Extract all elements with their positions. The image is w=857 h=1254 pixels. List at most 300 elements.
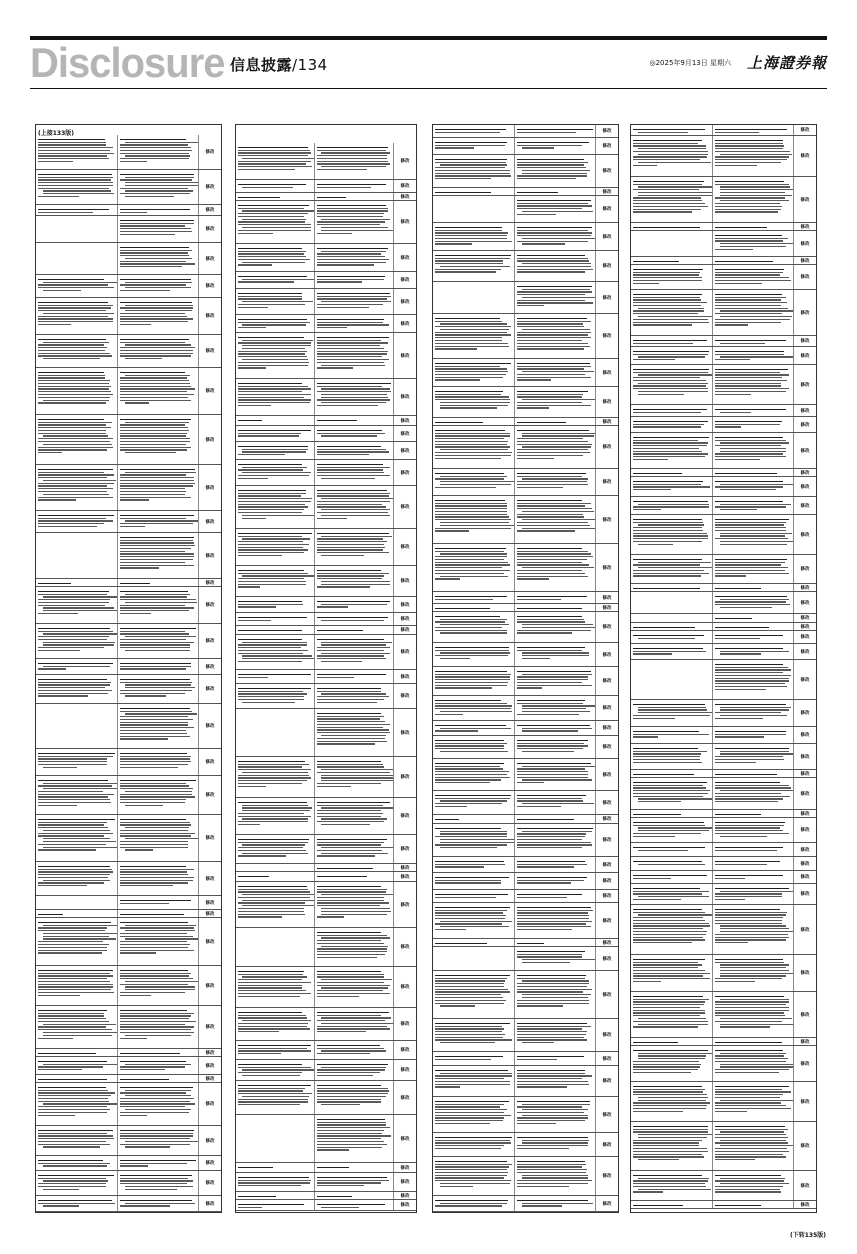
table-row [236, 684, 416, 709]
original-clause-cell [236, 1115, 315, 1162]
table-row [631, 265, 816, 290]
table-row [631, 405, 816, 417]
revised-clause-cell [118, 587, 199, 623]
change-type-cell: 修改 [800, 1144, 810, 1149]
table-row [631, 727, 816, 744]
original-clause-cell [433, 857, 515, 872]
table-row [433, 125, 618, 138]
revised-clause-cell [713, 125, 794, 135]
original-clause-cell [36, 587, 118, 623]
change-type-cell: 修改 [205, 519, 215, 525]
section-wordmark: Disclosure [30, 39, 225, 86]
revised-clause-cell [713, 871, 794, 883]
table-row [236, 379, 416, 416]
change-type-cell: 修改 [400, 775, 410, 780]
table-row [236, 426, 416, 442]
original-clause-cell [631, 1038, 713, 1045]
change-type-cell: 修改 [400, 545, 410, 550]
original-clause-cell [433, 282, 515, 313]
original-clause-cell [36, 579, 118, 586]
issue-date: 2025年9月13日 [655, 59, 708, 67]
revised-clause-cell [315, 529, 394, 565]
revised-clause-cell [315, 635, 394, 669]
revised-clause-cell [515, 592, 596, 603]
revised-clause-cell [315, 1115, 394, 1162]
column-4 [630, 124, 817, 1213]
revised-clause-cell [315, 1081, 394, 1114]
revised-clause-cell [315, 460, 394, 485]
change-type-cell: 修改 [800, 754, 810, 760]
table-row [433, 282, 618, 314]
change-type-cell: 修改 [602, 1079, 612, 1084]
revised-clause-cell [713, 365, 794, 404]
change-type-cell: 修改 [800, 241, 810, 247]
table-row [236, 1200, 416, 1211]
masthead [30, 39, 827, 86]
change-type-cell: 修改 [602, 625, 612, 630]
change-type-cell: 修改 [800, 1202, 810, 1208]
table-row [433, 696, 618, 721]
table-row [433, 971, 618, 1019]
table-row [36, 1171, 221, 1196]
table-row [36, 579, 221, 587]
table-row [236, 143, 416, 180]
table-row [433, 155, 618, 188]
original-clause-cell [36, 1171, 118, 1195]
change-type-cell: 修改 [602, 129, 612, 134]
change-type-cell: 修改 [602, 1201, 612, 1207]
change-type-cell: 修改 [602, 605, 612, 611]
revised-clause-cell [713, 857, 794, 870]
change-type-cell: 修改 [800, 1099, 810, 1105]
table-row [433, 359, 618, 387]
change-type-cell: 修改 [602, 918, 612, 924]
original-clause-cell [36, 749, 118, 775]
change-type-cell: 修改 [602, 595, 612, 601]
revised-clause-cell [315, 872, 394, 881]
table-row [36, 216, 221, 243]
revised-clause-cell [713, 290, 794, 335]
table-row [433, 1133, 618, 1157]
change-type-cell: 修改 [602, 992, 612, 998]
revised-clause-cell [118, 415, 199, 464]
table-row [36, 1057, 221, 1075]
table-row [433, 824, 618, 857]
original-clause-cell [631, 810, 713, 817]
original-clause-cell [36, 918, 118, 965]
revised-clause-cell [713, 1122, 794, 1170]
revised-clause-cell [515, 426, 596, 468]
table-row [236, 1081, 416, 1115]
original-clause-cell [433, 418, 515, 425]
revised-clause-cell [315, 1200, 394, 1210]
original-clause-cell [36, 368, 118, 414]
revised-clause-cell [515, 1133, 596, 1156]
revised-clause-cell [515, 1157, 596, 1195]
change-type-cell: 修改 [602, 370, 612, 376]
table-row [433, 643, 618, 667]
change-type-cell: 修改 [800, 258, 810, 264]
change-type-cell: 修改 [400, 847, 410, 852]
revised-clause-cell [713, 417, 794, 432]
table-row [631, 905, 816, 955]
table-row [433, 314, 618, 359]
revised-clause-cell [315, 416, 394, 425]
table-row [36, 1075, 221, 1083]
table-row [631, 810, 816, 818]
revised-clause-cell [515, 418, 596, 425]
table-row [433, 947, 618, 971]
original-clause-cell [236, 1192, 315, 1199]
table-row [236, 1163, 416, 1173]
original-clause-cell [631, 257, 713, 264]
table-row [433, 604, 618, 612]
original-clause-cell [631, 417, 713, 432]
original-clause-cell [36, 624, 118, 658]
change-type-cell: 修改 [205, 185, 215, 190]
table-row [36, 815, 221, 862]
revised-clause-cell [315, 967, 394, 1007]
table-row [236, 1115, 416, 1163]
table-row [36, 298, 221, 335]
original-clause-cell [236, 442, 315, 459]
original-clause-cell [36, 910, 118, 917]
revised-clause-cell [118, 368, 199, 414]
original-clause-cell [631, 857, 713, 870]
change-type-cell: 修改 [400, 694, 410, 699]
original-clause-cell [236, 1163, 315, 1172]
table-row [631, 125, 816, 136]
change-type-cell: 修改 [400, 255, 410, 261]
change-type-cell: 修改 [400, 353, 410, 359]
table-row [631, 700, 816, 727]
revised-clause-cell [713, 515, 794, 554]
table-row [36, 704, 221, 749]
change-type-cell: 修改 [800, 1061, 810, 1067]
original-clause-cell [236, 864, 315, 871]
original-clause-cell [433, 251, 515, 281]
original-clause-cell [433, 188, 515, 195]
table-row [433, 721, 618, 736]
change-type-cell: 修改 [205, 1076, 215, 1082]
revised-clause-cell [515, 469, 596, 495]
original-clause-cell [631, 700, 713, 726]
table-row [631, 417, 816, 433]
change-type-cell: 修改 [400, 1203, 410, 1208]
revised-clause-cell [315, 272, 394, 288]
change-type-cell: 修改 [800, 828, 810, 833]
change-type-cell: 修改 [400, 1180, 410, 1185]
table-row [36, 1126, 221, 1156]
original-clause-cell [631, 136, 713, 176]
change-type-cell: 修改 [400, 602, 410, 608]
original-clause-cell [236, 272, 315, 288]
change-type-cell: 修改 [800, 585, 810, 591]
table-row [36, 918, 221, 966]
original-clause-cell [433, 387, 515, 417]
original-clause-cell [236, 315, 315, 332]
table-row [631, 290, 816, 336]
revised-clause-cell [515, 1066, 596, 1096]
revised-clause-cell [713, 623, 794, 630]
table-row [36, 415, 221, 465]
original-clause-cell [236, 670, 315, 683]
table-row [631, 477, 816, 497]
original-clause-cell [36, 205, 118, 215]
change-type-cell: 修改 [400, 321, 410, 327]
revised-clause-cell [118, 776, 199, 814]
change-type-cell: 修改 [800, 733, 810, 738]
change-type-cell: 修改 [602, 1056, 612, 1062]
table-row [236, 180, 416, 193]
original-clause-cell [36, 275, 118, 297]
revised-clause-cell [118, 918, 199, 965]
original-clause-cell [236, 244, 315, 271]
revised-clause-cell [315, 928, 394, 966]
original-clause-cell [433, 196, 515, 222]
original-clause-cell [631, 469, 713, 476]
change-type-cell: 修改 [800, 649, 810, 655]
change-type-cell: 修改 [205, 1181, 215, 1186]
revised-clause-cell [315, 882, 394, 927]
original-clause-cell [433, 667, 515, 695]
revised-clause-cell [713, 1046, 794, 1081]
change-type-cell: 修改 [602, 400, 612, 405]
original-clause-cell [36, 776, 118, 814]
change-type-cell: 修改 [400, 1095, 410, 1101]
table-row [631, 469, 816, 477]
original-clause-cell [631, 843, 713, 856]
revised-clause-cell [515, 824, 596, 856]
revised-clause-cell [515, 873, 596, 889]
revised-clause-cell [515, 496, 596, 543]
change-type-cell: 修改 [400, 985, 410, 990]
revised-clause-cell [515, 667, 596, 695]
change-type-cell: 修改 [800, 811, 810, 817]
change-type-cell: 修改 [205, 687, 215, 692]
table-row [433, 903, 618, 939]
original-clause-cell [433, 426, 515, 468]
original-clause-cell [236, 289, 315, 314]
table-row [236, 289, 416, 315]
revised-clause-cell [315, 613, 394, 625]
table-row [631, 497, 816, 515]
original-clause-cell [631, 770, 713, 777]
revised-clause-cell [118, 335, 199, 367]
original-clause-cell [433, 971, 515, 1018]
change-type-cell: 修改 [400, 194, 410, 200]
change-type-cell: 修改 [400, 184, 410, 189]
change-type-cell: 修改 [602, 940, 612, 946]
revised-clause-cell [515, 903, 596, 938]
change-type-cell: 修改 [800, 616, 810, 621]
issue-weekday: 星期六 [710, 59, 731, 67]
change-type-cell: 修改 [602, 1112, 612, 1118]
change-type-cell: 修改 [602, 1174, 612, 1179]
original-clause-cell [236, 835, 315, 863]
change-type-cell: 修改 [800, 310, 810, 316]
table-row [631, 1122, 816, 1171]
original-clause-cell [433, 612, 515, 642]
change-type-cell: 修改 [205, 1201, 215, 1207]
change-type-cell: 修改 [800, 771, 810, 777]
original-clause-cell [631, 1122, 713, 1170]
table-row [433, 223, 618, 251]
change-type-cell: 修改 [205, 389, 215, 394]
revised-clause-cell [515, 138, 596, 154]
original-clause-cell [433, 1097, 515, 1132]
table-row [36, 1006, 221, 1049]
change-type-cell: 修改 [800, 711, 810, 716]
revised-clause-cell [315, 670, 394, 683]
change-type-cell: 修改 [205, 603, 215, 608]
original-clause-cell [631, 644, 713, 659]
original-clause-cell [433, 1066, 515, 1096]
revised-clause-cell [315, 426, 394, 441]
original-clause-cell [631, 1046, 713, 1081]
change-type-cell: 修改 [400, 1068, 410, 1073]
column-1 [35, 124, 222, 1213]
original-clause-cell [631, 365, 713, 404]
original-clause-cell [36, 216, 118, 242]
original-clause-cell [36, 135, 118, 169]
original-clause-cell [631, 660, 713, 699]
change-type-cell: 修改 [205, 760, 215, 765]
table-row [236, 798, 416, 835]
table-row [631, 644, 816, 660]
original-clause-cell [433, 544, 515, 591]
change-type-cell: 修改 [205, 1102, 215, 1107]
table-row [236, 566, 416, 597]
original-clause-cell [433, 736, 515, 758]
change-type-cell: 修改 [400, 220, 410, 225]
change-type-cell: 修改 [602, 419, 612, 425]
change-type-cell: 修改 [400, 814, 410, 819]
revised-clause-cell [713, 744, 794, 769]
revised-clause-cell [118, 1126, 199, 1155]
change-type-cell: 修改 [800, 339, 810, 344]
original-clause-cell [36, 533, 118, 578]
change-type-cell: 修改 [205, 639, 215, 644]
original-clause-cell [433, 696, 515, 720]
change-type-cell: 修改 [800, 197, 810, 203]
original-clause-cell [631, 555, 713, 583]
revised-clause-cell [118, 465, 199, 510]
revised-clause-cell [713, 336, 794, 346]
change-type-cell: 修改 [400, 945, 410, 950]
revised-clause-cell [713, 405, 794, 416]
change-type-cell: 修改 [205, 349, 215, 354]
table-row [236, 757, 416, 798]
change-type-cell: 修改 [205, 1063, 215, 1069]
revised-clause-cell [315, 684, 394, 708]
original-clause-cell [236, 416, 315, 425]
table-row [631, 778, 816, 810]
change-type-cell: 修改 [205, 1050, 215, 1056]
original-clause-cell [631, 125, 713, 135]
revised-clause-cell [713, 231, 794, 256]
revised-clause-cell [713, 592, 794, 613]
change-type-cell: 修改 [602, 894, 612, 899]
revised-clause-cell [118, 1196, 199, 1211]
table-row [433, 667, 618, 696]
change-type-cell: 修改 [602, 169, 612, 174]
table-row [631, 631, 816, 644]
original-clause-cell [631, 992, 713, 1037]
change-type-cell: 修改 [400, 1022, 410, 1027]
original-clause-cell [631, 336, 713, 346]
original-clause-cell [433, 496, 515, 543]
change-type-cell: 修改 [205, 664, 215, 670]
table-row [36, 910, 221, 918]
table-row [631, 992, 816, 1038]
continued-to-label: (下转135版) [790, 1232, 827, 1239]
revised-clause-cell [315, 193, 394, 200]
original-clause-cell [236, 626, 315, 634]
revised-clause-cell [515, 196, 596, 222]
change-type-cell: 修改 [205, 911, 215, 917]
change-type-cell: 修改 [205, 150, 215, 155]
original-clause-cell [433, 1157, 515, 1195]
original-clause-cell [36, 1006, 118, 1048]
revised-clause-cell [515, 643, 596, 666]
original-clause-cell [631, 1082, 713, 1121]
change-type-cell: 修改 [602, 745, 612, 750]
table-row [236, 244, 416, 272]
table-row [236, 864, 416, 872]
original-clause-cell [433, 824, 515, 856]
table-row [36, 511, 221, 533]
change-type-cell: 修改 [400, 579, 410, 584]
header-underline [30, 88, 827, 89]
original-clause-cell [631, 727, 713, 743]
revised-clause-cell [713, 992, 794, 1037]
change-type-cell: 修改 [602, 862, 612, 868]
table-row [631, 592, 816, 614]
revised-clause-cell [118, 579, 199, 586]
original-clause-cell [36, 862, 118, 895]
revised-clause-cell [515, 696, 596, 720]
change-type-cell: 修改 [800, 484, 810, 490]
original-clause-cell [36, 1156, 118, 1170]
revised-clause-cell [315, 201, 394, 243]
original-clause-cell [631, 497, 713, 514]
revised-clause-cell [515, 947, 596, 970]
revised-clause-cell [315, 864, 394, 871]
change-type-cell: 修改 [205, 227, 215, 232]
change-type-cell: 修改 [800, 677, 810, 683]
original-clause-cell [36, 659, 118, 674]
table-row [236, 613, 416, 626]
table-row [433, 1157, 618, 1196]
original-clause-cell [631, 1171, 713, 1200]
table-row [631, 1082, 816, 1122]
revised-clause-cell [515, 544, 596, 591]
original-clause-cell [433, 1052, 515, 1065]
table-row [631, 871, 816, 884]
table-row [433, 196, 618, 223]
table-row [433, 592, 618, 604]
revised-clause-cell [515, 857, 596, 872]
revised-clause-cell [118, 896, 199, 909]
revised-clause-cell [118, 298, 199, 334]
original-clause-cell [433, 903, 515, 938]
change-type-cell: 修改 [800, 1039, 810, 1045]
change-type-cell: 修改 [205, 284, 215, 289]
change-type-cell: 修改 [400, 617, 410, 622]
revised-clause-cell [515, 736, 596, 758]
table-row [433, 544, 618, 592]
